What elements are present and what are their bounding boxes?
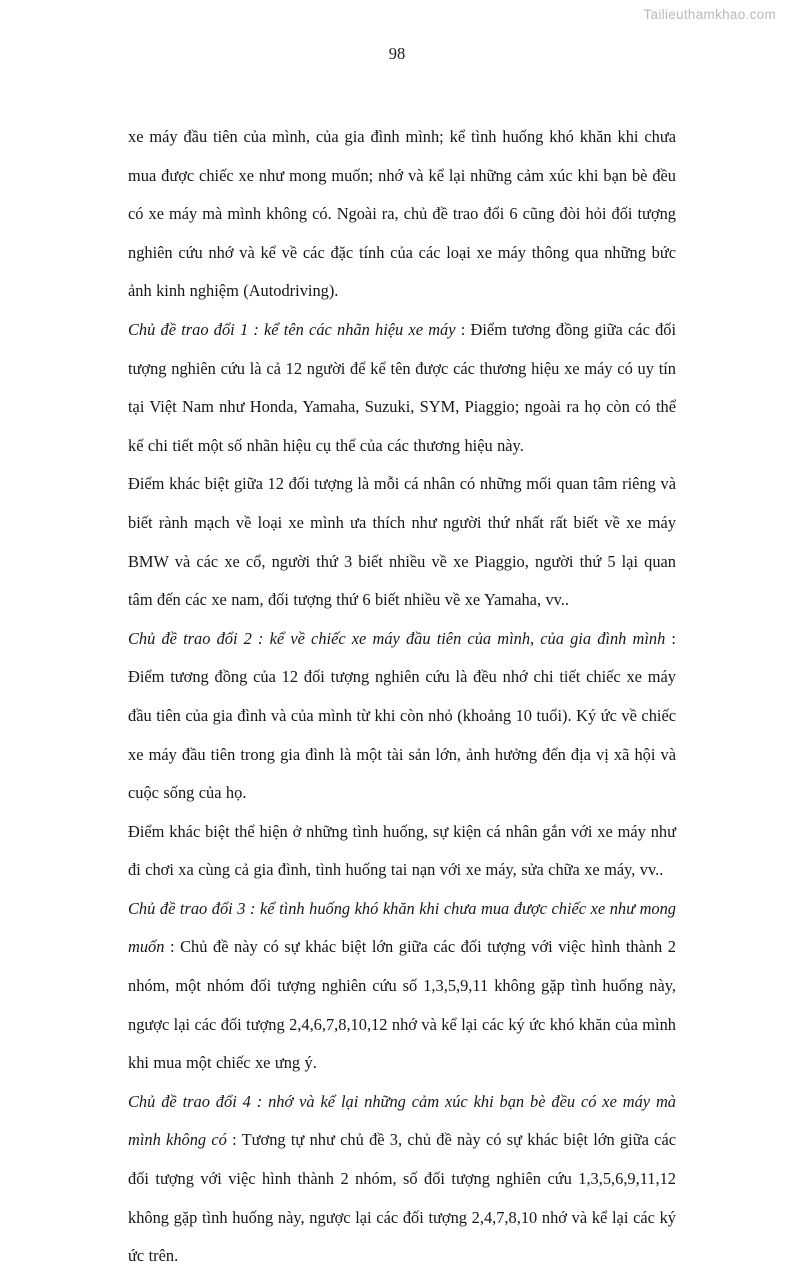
paragraph-text: xe máy đầu tiên của mình, của gia đình mình; kể tình huống khó khăn khi chưa mua được chiếc xe như mong muốn; nhớ và kể lại những cảm xúc khi bạn bè đều có xe máy mà mình không có. Ngoài ra, chủ đề trao đổi 6 cũng đòi hỏi đối tượng nghiên cứu nhớ và kể về các đặc tính của các loại xe máy thông qua những bức ảnh kinh nghiệm (Autodriving). <box>128 127 676 301</box>
page-number: 98 <box>388 44 406 63</box>
paragraph-italic-lead: Chủ đề trao đổi 1 : kể tên các nhãn hiệu xe máy <box>128 319 456 339</box>
paragraph <box>128 813 676 890</box>
paragraph-text: : Chủ đề này có sự khác biệt lớn giữa các đối tượng với việc hình thành 2 nhóm, một nhóm đối tượng nghiên cứu số 1,3,5,9,11 không gặp tình huống này, ngược lại các đối tượng 2,4,6,7,8,10,12 nhớ và kể lại các ký ức khó khăn của mình khi mua một chiếc xe ưng ý. <box>128 937 676 1073</box>
paragraph-italic-lead: Chủ đề trao đổi 3 : kể tình huống khó khăn khi chưa mua được chiếc xe như mong muốn <box>128 898 676 957</box>
paragraph-text: Điểm khác biệt giữa 12 đối tượng là mỗi cá nhân có những mối quan tâm riêng và biết rành mạch về loại xe mình ưa thích như người thứ nhất rất biết về xe máy BMW và các xe cổ, người thứ 3 biết nhiều về xe Piaggio, người thứ 5 lại quan tâm đến các xe nam, đối tượng thứ 6 biết nhiều về xe Yamaha, vv.. <box>128 474 676 610</box>
paragraph <box>128 311 676 465</box>
paragraph <box>128 118 676 311</box>
paragraph-italic-lead: Chủ đề trao đổi 4 : nhớ và kể lại những cảm xúc khi bạn bè đều có xe máy mà mình không có <box>128 1091 676 1150</box>
paragraph-text: : Điểm tương đồng của 12 đối tượng nghiên cứu là đều nhớ chi tiết chiếc xe máy đầu tiên của gia đình và của mình từ khi còn nhỏ (khoảng 10 tuổi). Ký ức về chiếc xe máy đầu tiên trong gia đình là một tài sản lớn, ảnh hưởng đến địa vị xã hội và cuộc sống của họ. <box>128 628 676 803</box>
paragraph <box>128 465 676 619</box>
paragraph <box>128 890 676 1083</box>
paragraph <box>128 1083 676 1276</box>
paragraph-italic-lead: Chủ đề trao đổi 2 : kể về chiếc xe máy đầu tiên của mình, của gia đình mình <box>128 628 666 648</box>
page-body <box>128 118 676 1276</box>
paragraph-text: : Điểm tương đồng giữa các đối tượng nghiên cứu là cả 12 người để kể tên được các thương hiệu xe máy có uy tín tại Việt Nam như Honda, Yamaha, Suzuki, SYM, Piaggio; ngoài ra họ còn có thể kể chi tiết một số nhãn hiệu cụ thể của các thương hiệu này. <box>128 319 677 455</box>
paragraph-text: Điểm khác biệt thể hiện ở những tình huống, sự kiện cá nhân gắn với xe máy như đi chơi xa cùng cả gia đình, tình huống tai nạn với xe máy, sửa chữa xe máy, vv.. <box>128 821 676 880</box>
paragraph <box>128 620 676 813</box>
watermark: Tailieuthamkhao.com <box>643 7 776 22</box>
paragraph-text: : Tương tự như chủ đề 3, chủ đề này có sự khác biệt lớn giữa các đối tượng với việc hình thành 2 nhóm, số đối tượng nghiên cứu 1,3,5,6,9,11,12 không gặp tình huống này, ngược lại các đối tượng 2,4,7,8,10 nhớ và kể lại các ký ức trên. <box>128 1130 676 1266</box>
